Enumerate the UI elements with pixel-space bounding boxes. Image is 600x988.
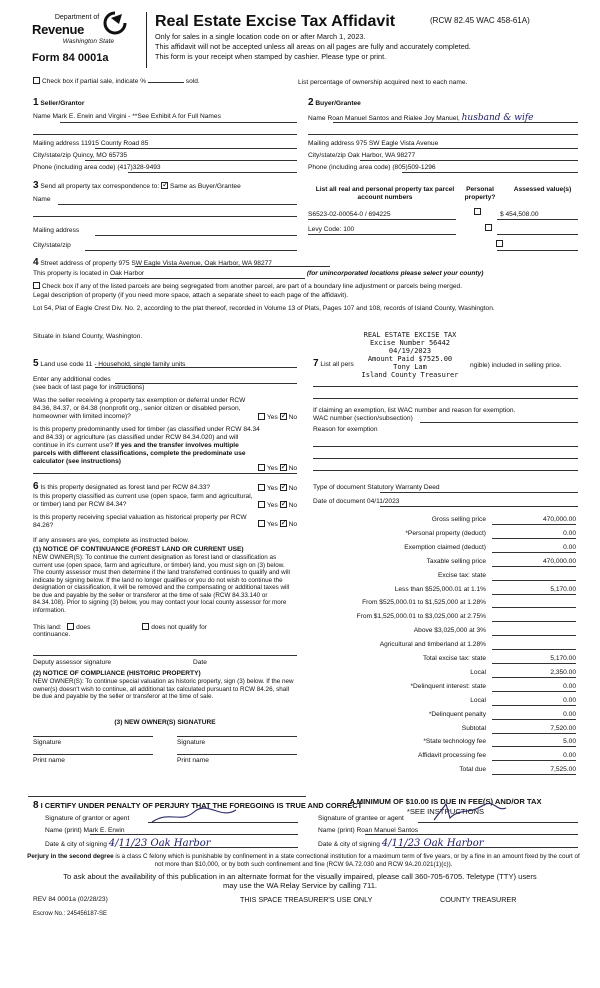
buyer-handwritten-note: husband & wife bbox=[461, 113, 534, 123]
correspondence-row: 3 Send all property tax correspondence to: ✓ Same as Buyer/Grantee bbox=[33, 180, 241, 192]
calc-row-label: *Delinquent interest: state bbox=[410, 682, 486, 690]
perjury-text: Perjury in the second degree is a class C felony which is punishable by confinement in a state correctional institution for a maximum term of five years, or by a fine in an amount fixed by the court of not more than $10,000, or by both such confinement and fine (RCW 9A.72.030 and RCW 9A.20.021(1)(c)). bbox=[27, 853, 580, 868]
corr-city-label: City/state/zip bbox=[33, 242, 71, 249]
buyer-address-field[interactable]: 975 SW Eagle Vista Avenue bbox=[356, 140, 439, 147]
calc-row-value[interactable] bbox=[492, 641, 576, 650]
grantee-date-row: Date & city of signing 4/11/23 Oak Harbor bbox=[318, 838, 484, 849]
current-use-question: Is this property classified as current use (open space, farm and agricultural, or timber) land per RCW 84.34? bbox=[33, 493, 253, 508]
levy-code-field[interactable]: 100 bbox=[343, 226, 355, 233]
personal-property-checkbox-1[interactable] bbox=[474, 208, 481, 215]
calc-row-label: Less than $525,000.01 at 1.1% bbox=[394, 585, 486, 593]
owner-print-label-2: Print name bbox=[177, 757, 209, 764]
deputy-date-label: Date bbox=[193, 659, 207, 666]
additional-codes-label: Enter any additional codes bbox=[33, 376, 111, 383]
calc-row-label: *Personal property (deduct) bbox=[405, 529, 486, 537]
grantee-name-field[interactable]: Roan Manuel Santos bbox=[356, 827, 419, 834]
q1-yes-no: Yes ✓ No bbox=[258, 413, 297, 422]
header-line-1: Only for sales in a single location code on or after March 1, 2023. bbox=[155, 32, 366, 41]
seller-city-row: City/state/zip Quincy, MO 65735 bbox=[33, 152, 128, 159]
calc-row-value[interactable]: 0.00 bbox=[492, 711, 576, 720]
historic-question: Is this property receiving special valuation as historical property per RCW 84.26? bbox=[33, 514, 247, 529]
grantee-signature-label: Signature of grantee or agent bbox=[318, 815, 404, 822]
grantee-name-row: Name (print) Roan Manuel Santos bbox=[318, 827, 419, 834]
calc-row bbox=[300, 695, 578, 706]
buyer-phone-field[interactable]: (805)509-1296 bbox=[392, 164, 436, 171]
street-address-row: 4 Street address of property 975 SW Eagle Vista Avenue, Oak Harbor, WA 98277 bbox=[33, 257, 272, 268]
calc-row-label: Total excise tax: state bbox=[422, 655, 486, 662]
document-date-row: Date of document 04/11/2023 bbox=[313, 498, 400, 505]
legal-description-label: Legal description of property (if you need more space, attach a separate sheet to each page of the affidavit). bbox=[33, 292, 349, 299]
continuance-text: continuance. bbox=[33, 631, 71, 638]
calc-row-label: From $1,525,000.01 to $3,025,000 at 2.75% bbox=[356, 613, 486, 621]
calc-row bbox=[300, 514, 578, 525]
seller-heading: 1 Seller/Grantor bbox=[33, 97, 85, 108]
buyer-name-row: Name Roan Manuel Santos and Rialee Joy Manuel, husband & wife bbox=[308, 113, 534, 123]
calc-row-label: Total due bbox=[459, 766, 486, 774]
header-line-3: This form is your receipt when stamped by cashier. Please type or print. bbox=[155, 52, 387, 61]
calc-row bbox=[300, 542, 578, 553]
county-treasurer-text: COUNTY TREASURER bbox=[440, 895, 517, 904]
calc-row-value[interactable]: 7,520.00 bbox=[492, 725, 576, 734]
parcel-col-header: List all real and personal property tax parcel account numbers bbox=[315, 186, 455, 201]
seller-name-row: Name Mark E. Erwin and Virgini - **See Exhibit A for Full Names bbox=[33, 113, 221, 120]
same-as-buyer-checkbox[interactable] bbox=[161, 182, 168, 189]
dor-logo-mark-icon bbox=[102, 10, 128, 36]
exemption-question: Was the seller receiving a property tax exemption or deferral under RCW 84.36, 84.37, or 84.38 (nonprofit org., senior citizen or disabled person, homeowner with limited income)? bbox=[33, 397, 246, 420]
land-use-row: 5 Land use code 11 - Household, single family units bbox=[33, 358, 186, 369]
sec7-label-b: ngible) included in selling price. bbox=[470, 362, 562, 369]
calc-row-value[interactable]: 0.00 bbox=[492, 544, 576, 553]
notice-continuance-body: NEW OWNER(S): To continue the current designation as forest land or classification as current use (open space, farm and agriculture, or timber) land, you must sign on (3) below. The county assessor must then determine if the land transferred continues to qualify and will indicate by signing below. If the land no longer qualifies or you do not wish to continue the designation or classification, it will be removed and the compensating or additional taxes will be due and payable by the seller or transferor at the time of sale (RCW 84.33.140 or 84.34.108). Prior to signing (3) below, you may contact your local county assessor for more information. bbox=[33, 554, 290, 614]
reason-label: Reason for exemption bbox=[313, 426, 378, 433]
form-rcw: (RCW 82.45 WAC 458-61A) bbox=[430, 16, 530, 25]
calc-row-value[interactable] bbox=[492, 572, 576, 581]
buyer-heading: 2 Buyer/Grantee bbox=[308, 97, 361, 108]
personal-property-col-header: Personal property? bbox=[464, 186, 496, 201]
notice-compliance-heading: (2) NOTICE OF COMPLIANCE (HISTORIC PROPERTY) bbox=[33, 670, 201, 677]
qualify-row: This land: does does not qualify for bbox=[33, 624, 207, 631]
calc-row-label: Local bbox=[470, 696, 486, 704]
calc-row-label: Above $3,025,000 at 3% bbox=[413, 627, 486, 635]
calc-row-label: Taxable selling price bbox=[426, 557, 486, 565]
legal-description-field[interactable]: Lot 54, Plat of Eagle Crest Div. No. 2, according to the plat thereof, recorded in Volume 13 of Plats, Pages 107 and 108, records of Island County, Washington. bbox=[33, 305, 495, 312]
calc-row-label: *State technology fee bbox=[423, 738, 486, 746]
calc-row-value[interactable]: 5,170.00 bbox=[492, 586, 576, 595]
sec7-label-a: 7 List all pers bbox=[313, 358, 354, 369]
owner-signature-label-1: Signature bbox=[33, 739, 62, 746]
partial-sale-row: Check box if partial sale, indicate % sold. bbox=[33, 77, 200, 86]
calc-row bbox=[300, 528, 578, 539]
grantor-signature-label: Signature of grantor or agent bbox=[45, 815, 130, 822]
buyer-address-row: Mailing address 975 SW Eagle Vista Avenue bbox=[308, 140, 439, 147]
calc-row bbox=[300, 584, 578, 595]
calc-row bbox=[300, 764, 578, 775]
seller-phone-row: Phone (including area code) (417)328-9493 bbox=[33, 164, 161, 171]
grantor-signature bbox=[150, 806, 240, 826]
calc-row-label: From $525,000.01 to $1,525,000 at 1.28% bbox=[362, 599, 486, 607]
corr-address-label: Mailing address bbox=[33, 227, 80, 234]
calc-row-value[interactable]: 7,525.00 bbox=[492, 766, 576, 775]
grantee-signature bbox=[430, 800, 510, 824]
calc-row bbox=[300, 639, 578, 650]
document-type-row: Type of document Statutory Warranty Deed bbox=[313, 484, 440, 491]
grantor-date-field[interactable]: 4/11/23 Oak Harbor bbox=[108, 838, 211, 849]
timber-question: Is this property predominantly used for timber (as classified under RCW 84.34 and 84.33) or agriculture (as classified under RCW 84.34.020) and will continue in it's current use? If yes and the transfer involves multiple parcels with different classifications, complete the predominate use calculator (see instructions) bbox=[33, 426, 260, 465]
calc-row-label: Exemption claimed (deduct) bbox=[404, 543, 486, 551]
partial-percent-field[interactable] bbox=[148, 82, 184, 83]
personal-property-checkbox-2[interactable] bbox=[485, 224, 492, 231]
revision-text: REV 84 0001a (02/28/23) bbox=[33, 896, 108, 903]
escrow-number: Escrow No.: 245456187-SE bbox=[33, 911, 108, 917]
calc-row bbox=[300, 653, 578, 664]
segregation-row: Check box if any of the listed parcels are being segregated from another parcel, are part of a boundary line adjustment or parcels being merged. bbox=[33, 282, 578, 291]
header-divider bbox=[146, 12, 147, 68]
calc-row bbox=[300, 750, 578, 761]
calc-row-value[interactable]: 2,350.00 bbox=[492, 669, 576, 678]
seller-address-field[interactable]: 11915 County Road 85 bbox=[81, 140, 149, 147]
additional-codes-note: (see back of last page for instructions) bbox=[33, 384, 145, 391]
grantee-date-field[interactable]: 4/11/23 Oak Harbor bbox=[381, 838, 484, 849]
calc-row bbox=[300, 736, 578, 747]
calc-row-value[interactable]: 0.00 bbox=[492, 752, 576, 761]
calc-row bbox=[300, 570, 578, 581]
calc-row-label: Local bbox=[470, 668, 486, 676]
street-address-field[interactable]: 975 SW Eagle Vista Avenue, Oak Harbor, WA 98277 bbox=[118, 260, 272, 267]
minimum-due-text: A MINIMUM OF $10.00 IS DUE IN FEE(S) AND/OR TAX bbox=[349, 797, 542, 806]
calc-row bbox=[300, 681, 578, 692]
calc-row bbox=[300, 625, 578, 636]
grantor-name-row: Name (print) Mark E. Erwin bbox=[45, 827, 125, 834]
buyer-city-field[interactable]: Oak Harbor, WA 98277 bbox=[347, 152, 416, 159]
forest-question: 6 Is this property designated as forest land per RCW 84.33? bbox=[33, 481, 211, 492]
logo-state-text: Washington State bbox=[62, 37, 114, 45]
certify-heading: 8 I CERTIFY UNDER PENALTY OF PERJURY THAT THE FOREGOING IS TRUE AND CORRECT bbox=[33, 800, 363, 811]
calc-row-value[interactable]: 0.00 bbox=[492, 530, 576, 539]
calc-row-label: Excise tax: state bbox=[437, 571, 486, 579]
calc-row bbox=[300, 556, 578, 567]
partial-sale-checkbox[interactable] bbox=[33, 77, 40, 84]
if-yes-text: If any answers are yes, complete as instructed below. bbox=[33, 537, 190, 544]
q5-yes-no: Yes ✓ No bbox=[258, 520, 297, 529]
calc-row-value[interactable]: 0.00 bbox=[492, 683, 576, 692]
calc-row-label: Gross selling price bbox=[431, 516, 486, 523]
deputy-signature-label: Deputy assessor signature bbox=[33, 659, 112, 666]
does-not-checkbox[interactable] bbox=[142, 623, 149, 630]
grantor-date-row: Date & city of signing 4/11/23 Oak Harbor bbox=[45, 838, 211, 849]
calc-row-value[interactable]: 470,000.00 bbox=[492, 558, 576, 567]
grantor-name-field[interactable]: Mark E. Erwin bbox=[83, 827, 125, 834]
calc-row bbox=[300, 723, 578, 734]
calc-row-value[interactable] bbox=[492, 627, 576, 636]
buyer-name-field[interactable]: Roan Manuel Santos and Rialee Joy Manuel, bbox=[327, 115, 460, 122]
buyer-phone-row: Phone (including area code) (805)509-1296 bbox=[308, 164, 436, 171]
calc-row-label: Subtotal bbox=[461, 724, 486, 732]
owner-signature-label-2: Signature bbox=[177, 739, 206, 746]
notice-continuance-heading: (1) NOTICE OF CONTINUANCE (FOREST LAND OR CURRENT USE) bbox=[33, 546, 244, 553]
new-owner-signature-heading: (3) NEW OWNER(S) SIGNATURE bbox=[114, 719, 216, 726]
q3-yes-no: Yes ✓ No bbox=[258, 484, 297, 493]
form-number: Form 84 0001a bbox=[32, 52, 109, 64]
treasurer-stamp: REAL ESTATE EXCISE TAX Excise Number 56442 04/19/2023 Amount Paid $7525.00 Tony Lam Island County Treasurer bbox=[361, 331, 459, 380]
levy-code-row: Levy Code: 100 bbox=[308, 226, 355, 233]
assessed-value-col-header: Assessed value(s) bbox=[513, 186, 572, 193]
owner-print-label-1: Print name bbox=[33, 757, 65, 764]
wac-label: WAC number (section/subsection) bbox=[313, 415, 413, 422]
does-checkbox[interactable] bbox=[67, 623, 74, 630]
buyer-city-row: City/state/zip Oak Harbor, WA 98277 bbox=[308, 152, 416, 159]
logo-revenue-text: Revenue bbox=[32, 22, 85, 38]
calc-row bbox=[300, 597, 578, 608]
treasurer-use-text: THIS SPACE TREASURER'S USE ONLY bbox=[240, 895, 373, 904]
corr-name-label: Name bbox=[33, 196, 51, 203]
calc-row-value[interactable] bbox=[492, 599, 576, 608]
form-title: Real Estate Excise Tax Affidavit bbox=[155, 13, 396, 30]
exemption-label: If claiming an exemption, list WAC number and reason for exemption. bbox=[313, 407, 516, 414]
notice-compliance-body: NEW OWNER(S): To continue special valuation as historic property, sign (3) below. If the new owner(s) doesn't wish to continue, all additional tax calculated pursuant to RCW 84.26, shall be due and payable by the seller or transferor at the time of sale. bbox=[33, 678, 294, 701]
header-line-2: This affidavit will not be accepted unless all areas on all pages are fully and accurately completed. bbox=[155, 42, 471, 51]
land-use-field[interactable]: 11 - Household, single family units bbox=[85, 361, 186, 368]
situate-text: Situate in Island County, Washington. bbox=[33, 333, 143, 340]
calc-row-label: *Delinquent penalty bbox=[428, 710, 486, 718]
location-field[interactable]: Oak Harbor bbox=[110, 270, 305, 279]
q4-yes-no: Yes ✓ No bbox=[258, 501, 297, 510]
seller-address-row: Mailing address 11915 County Road 85 bbox=[33, 140, 149, 147]
q2-yes-no: Yes ✓ No bbox=[258, 464, 297, 473]
calc-row-value[interactable]: 470,000.00 bbox=[492, 516, 576, 525]
segregation-checkbox[interactable] bbox=[33, 282, 40, 289]
calc-row bbox=[300, 709, 578, 720]
calc-row bbox=[300, 611, 578, 622]
calc-row bbox=[300, 667, 578, 678]
document-type-field[interactable]: Statutory Warranty Deed bbox=[367, 484, 440, 491]
personal-property-checkbox-3[interactable] bbox=[496, 240, 503, 247]
document-date-field[interactable]: 04/11/2023 bbox=[366, 498, 400, 505]
calc-row-value[interactable]: 0.00 bbox=[492, 697, 576, 706]
calc-row-value[interactable] bbox=[492, 613, 576, 622]
see-instructions-text: *SEE INSTRUCTIONS bbox=[406, 807, 485, 816]
parcel-number-field[interactable]: S6523-02-00054-0 / 694225 bbox=[308, 211, 391, 218]
calc-row-label: Agricultural and timberland at 1.28% bbox=[379, 641, 486, 649]
alt-format-text: To ask about the availability of this publication in an alternate format for the visually impaired, please call 360-705-6705. Teletype (TTY) users may use the WA Relay Service by calling 711. bbox=[63, 872, 537, 891]
location-row: This property is located in Oak Harbor (for unincorporated locations please select your county) bbox=[33, 270, 484, 277]
calc-row-value[interactable]: 5,170.00 bbox=[492, 655, 576, 664]
calc-row-label: Affidavit processing fee bbox=[417, 752, 486, 760]
ownership-note: List percentage of ownership acquired next to each name. bbox=[298, 79, 468, 86]
seller-phone-field[interactable]: (417)328-9493 bbox=[117, 164, 161, 171]
seller-name-field[interactable]: Mark E. Erwin and Virgini - **See Exhibit A for Full Names bbox=[52, 113, 221, 120]
logo-dept-text: Department of bbox=[54, 14, 100, 21]
seller-city-field[interactable]: Quincy, MO 65735 bbox=[72, 152, 128, 159]
assessed-value-field[interactable]: $ 454,508.00 bbox=[500, 211, 539, 218]
calc-row-value[interactable]: 5.00 bbox=[492, 738, 576, 747]
